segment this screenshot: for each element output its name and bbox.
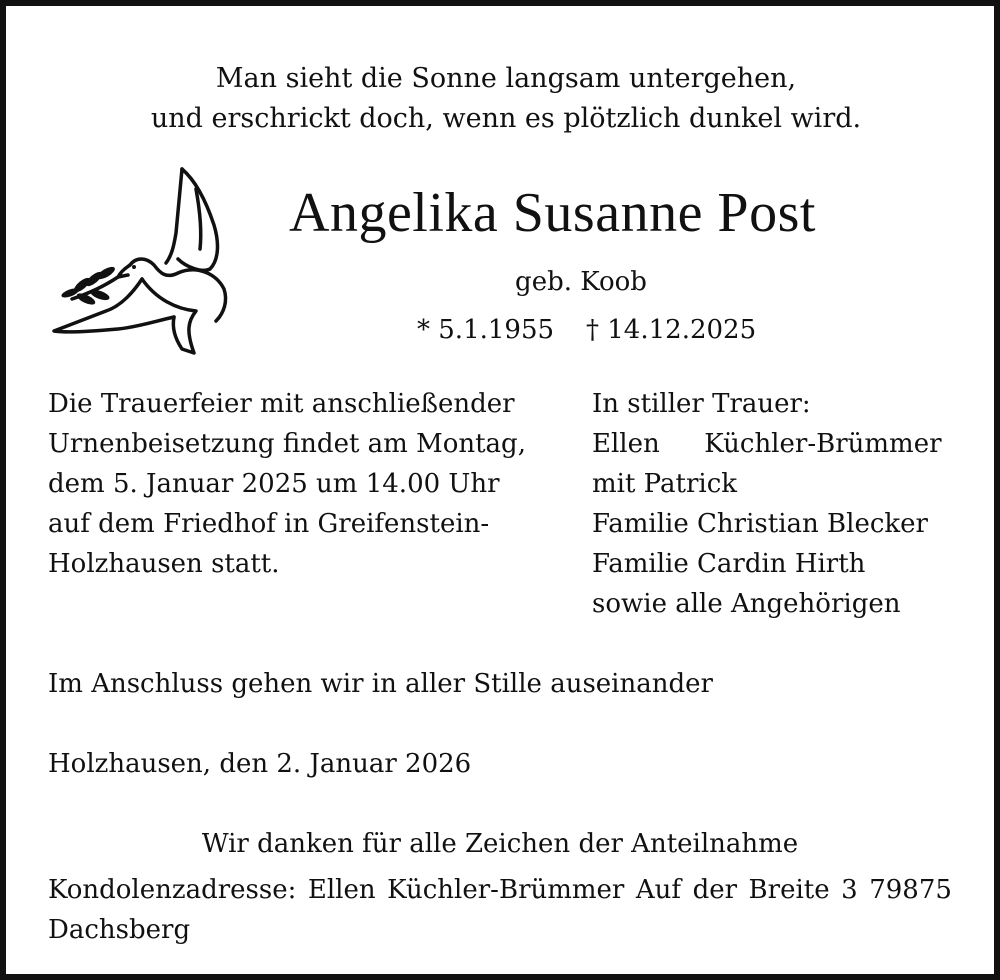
condolence-word: Kondolenzadresse: [48,875,297,905]
funeral-notice-line: Die Trauerfeier mit anschließender [48,389,515,419]
thanks-line: Wir danken für alle Zeichen der Anteilnahme [201,829,799,859]
deceased-name: Angelika Susanne Post [289,182,816,244]
mourner-line [592,424,942,464]
condolence-word: 3 [841,875,858,905]
funeral-notice [48,384,526,584]
condolence-address [48,870,952,950]
place-date: Holzhausen, den 2. Januar 2026 [48,749,472,779]
condolence-city: Dachsberg [48,915,191,945]
mourner-surname: Küchler-Brümmer [704,429,942,459]
condolence-word: Ellen [307,875,376,905]
funeral-notice-line: Holzhausen statt. [48,549,280,579]
mourners [592,384,942,624]
mourner-first-name: Ellen [592,429,660,459]
mourner-line: mit Patrick [592,469,738,499]
condolence-word: Auf [635,875,682,905]
funeral-notice-line: dem 5. Januar 2025 um 14.00 Uhr [48,469,500,499]
condolence-word: Küchler-Brümmer [387,875,625,905]
condolence-word: Breite [748,875,830,905]
poem-line: und erschrickt doch, wenn es plötzlich dunkel wird. [150,103,862,134]
poem [6,59,1000,139]
condolence-word: der [692,875,738,905]
funeral-notice-line: auf dem Friedhof in Greifenstein- [48,509,490,539]
birth-date: * 5.1.1955 [417,315,555,345]
funeral-notice-line: Urnenbeisetzung findet am Montag, [48,429,526,459]
poem-line: Man sieht die Sonne langsam untergehen, [215,63,797,94]
condolence-address-line [48,870,952,910]
mourners-heading: In stiller Trauer: [592,389,811,419]
condolence-word: 79875 [869,875,952,905]
dove-with-olive-branch-icon [46,161,236,361]
mourner-line: Familie Christian Blecker [592,509,928,539]
maiden-name: geb. Koob [515,267,647,297]
mourner-line: Familie Cardin Hirth [592,549,866,579]
mourner-line: sowie alle Angehörigen [592,589,901,619]
death-date: † 14.12.2025 [586,315,757,345]
farewell-text: Im Anschluss gehen wir in aller Stille auseinander [48,669,713,699]
